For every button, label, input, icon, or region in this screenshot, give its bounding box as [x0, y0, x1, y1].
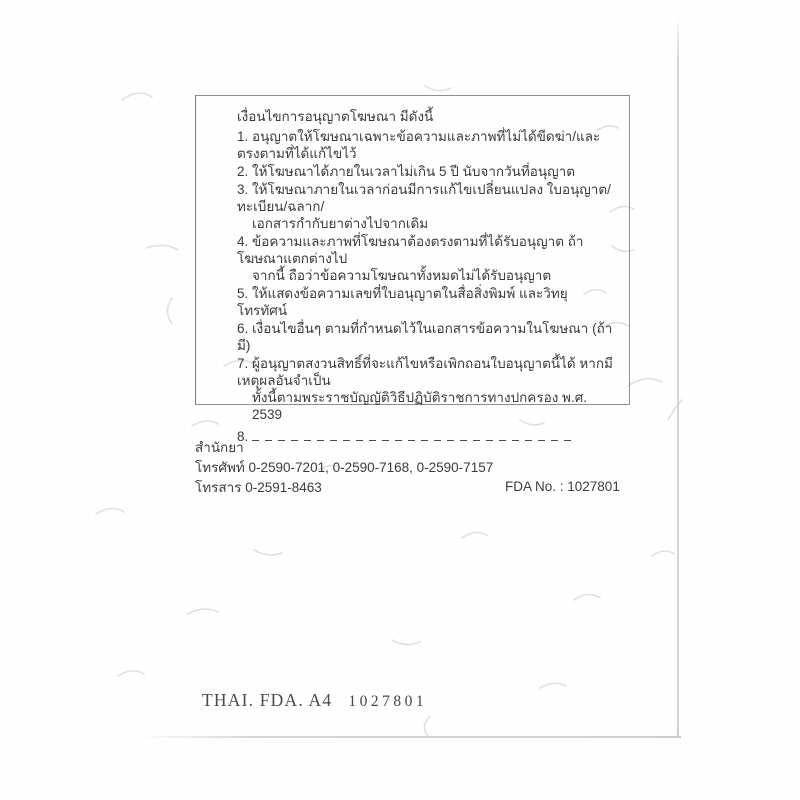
form-stamp	[202, 690, 427, 711]
item-text: ให้โฆษณาได้ภายในเวลาไม่เกิน 5 ปี นับจากวันที่อนุญาต	[252, 164, 575, 179]
item-text: อนุญาตให้โฆษณาเฉพาะข้อความและภาพที่ไม่ได้ขีดฆ่า/และตรงตามที่ได้แก้ไขไว้	[237, 129, 601, 161]
conditions-heading: เงื่อนไขการอนุญาตโฆษณา มีดังนี้	[237, 109, 434, 124]
phone-line: โทรศัพท์ 0-2590-7201, 0-2590-7168, 0-2590-7157	[195, 460, 494, 475]
item-text-continued: จากนี้ ถือว่าข้อความโฆษณาทั้งหมดไม่ได้รับอนุญาต	[252, 268, 552, 283]
condition-item-7	[237, 355, 613, 423]
page-edge-right	[677, 16, 679, 737]
item-text: ข้อความและภาพที่โฆษณาต้องตรงตามที่ได้รับอนุญาต ถ้าโฆษณาแตกต่างไป	[237, 234, 584, 266]
item-number: 3.	[237, 182, 249, 197]
item-number: 8.	[237, 429, 249, 444]
fax-line: โทรสาร 0-2591-8463	[195, 480, 322, 495]
item-text: ผู้อนุญาตสงวนสิทธิ์ที่จะแก้ไขหรือเพิกถอนใบอนุญาตนี้ได้ หากมีเหตุผลอันจำเป็น	[237, 356, 613, 388]
item-number: 7.	[237, 356, 249, 371]
item-number: 1.	[237, 129, 249, 144]
item-text: ให้โฆษณาภายในเวลาก่อนมีการแก้ไขเปลี่ยนแปลง ใบอนุญาต/ทะเบียน/ฉลาก/	[237, 182, 611, 214]
item-text: ให้แสดงข้อความเลขที่ใบอนุญาตในสื่อสิ่งพิมพ์ และวิทยุโทรทัศน์	[237, 286, 568, 318]
condition-item-2	[237, 163, 613, 180]
condition-item-1	[237, 128, 613, 162]
conditions-box	[195, 95, 630, 444]
form-code: THAI. FDA. A4	[202, 690, 333, 710]
condition-item-5	[237, 285, 613, 319]
page-edge-bottom	[140, 736, 681, 738]
item-text-continued: เอกสารกำกับยาต่างไปจากเดิม	[252, 216, 429, 231]
office-name: สำนักยา	[195, 440, 244, 455]
item-number: 4.	[237, 234, 249, 249]
item-number: 6.	[237, 321, 249, 336]
condition-item-6	[237, 320, 613, 354]
item-text: เงื่อนไขอื่นๆ ตามที่กำหนดไว้ในเอกสารข้อความในโฆษณา (ถ้ามี)	[237, 321, 613, 353]
condition-item-3	[237, 181, 613, 232]
item-text-continued: ทั้งนี้ตามพระราชบัญญัติวิธีปฏิบัติราชการทางปกครอง พ.ศ. 2539	[252, 390, 588, 422]
item-number: 2.	[237, 164, 249, 179]
contact-block	[195, 438, 493, 498]
fda-number: FDA No. : 1027801	[505, 479, 620, 494]
item-number: 5.	[237, 286, 249, 301]
condition-item-4	[237, 233, 613, 284]
stamp-doc-number: 1027801	[348, 693, 428, 710]
